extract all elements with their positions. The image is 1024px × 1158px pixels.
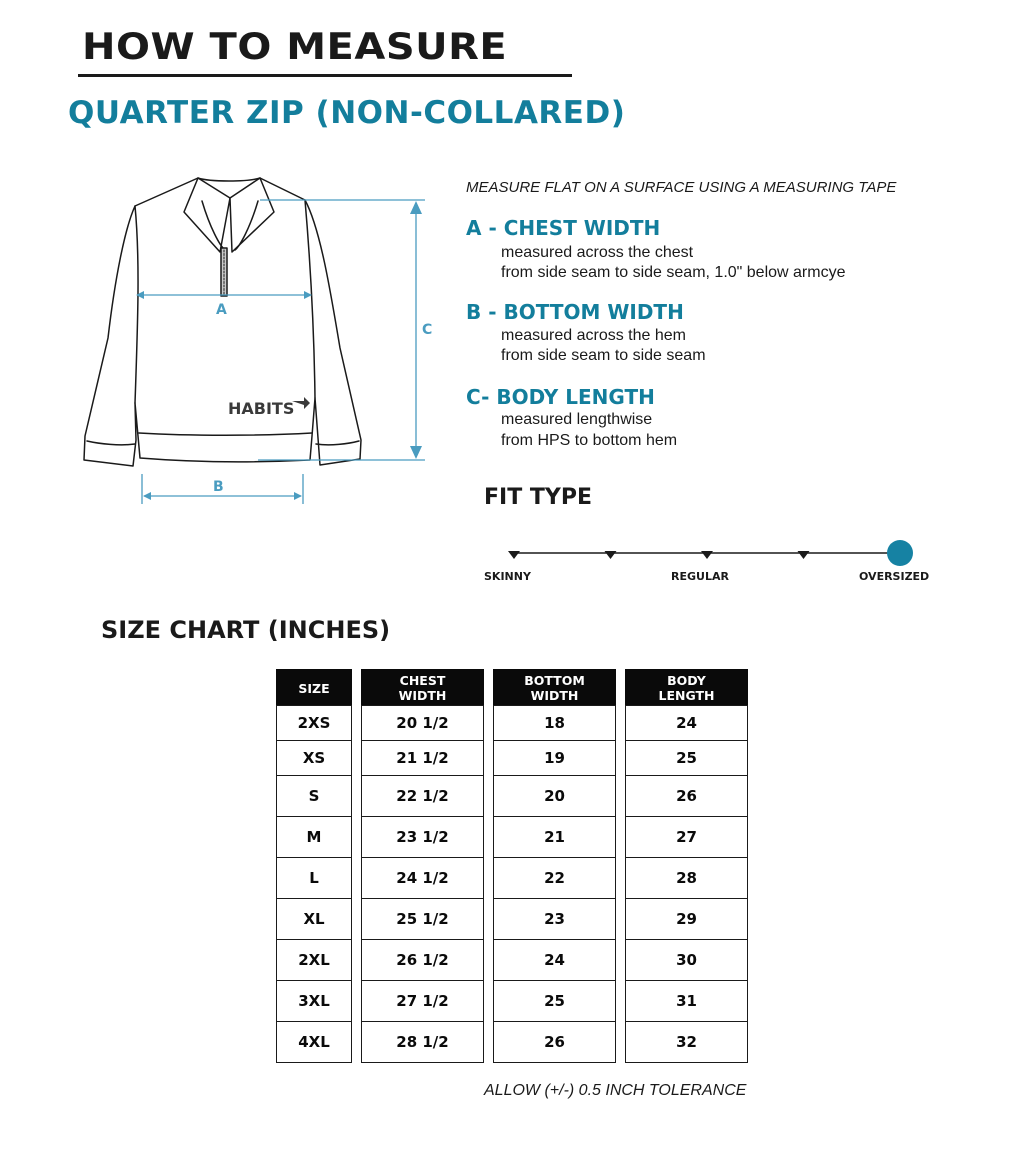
measure-instruction: MEASURE FLAT ON A SURFACE USING A MEASURING TAPE — [466, 179, 897, 196]
garment-diagram — [70, 168, 440, 518]
length-header-line1: BODY — [667, 673, 706, 688]
fit-tick-marker — [798, 551, 810, 559]
table-cell: M — [276, 817, 352, 858]
chest-header-line1: CHEST — [399, 673, 446, 688]
page-subtitle: QUARTER ZIP (NON-COLLARED) — [68, 95, 626, 131]
table-cell: 28 — [625, 858, 748, 899]
body-length-desc-2: from HPS to bottom hem — [501, 432, 678, 449]
table-cell: 24 — [493, 940, 616, 981]
table-cell: 24 1/2 — [361, 858, 484, 899]
fit-type-title: FIT TYPE — [484, 485, 592, 510]
chest-width-heading: A - CHEST WIDTH — [466, 216, 661, 240]
measure-c-arrow — [258, 200, 425, 460]
chest-header-line2: WIDTH — [398, 688, 447, 703]
fit-tick-marker — [508, 551, 520, 559]
table-cell: 2XL — [276, 940, 352, 981]
table-cell: 4XL — [276, 1022, 352, 1063]
title-underline — [78, 74, 572, 77]
table-cell: 32 — [625, 1022, 748, 1063]
body-length-header — [625, 669, 748, 705]
table-cell: L — [276, 858, 352, 899]
chest-width-desc-1: measured across the chest — [501, 244, 694, 261]
logo-arrow-icon — [292, 397, 310, 409]
tolerance-note: ALLOW (+/-) 0.5 INCH TOLERANCE — [484, 1082, 747, 1099]
table-cell: 30 — [625, 940, 748, 981]
bottom-header-line1: BOTTOM — [524, 673, 585, 688]
bottom-width-desc-1: measured across the hem — [501, 327, 686, 344]
table-cell: 23 1/2 — [361, 817, 484, 858]
body-length-heading: C- BODY LENGTH — [466, 385, 655, 409]
table-cell: 25 1/2 — [361, 899, 484, 940]
measure-b-label: B — [213, 479, 224, 495]
table-cell: 22 1/2 — [361, 776, 484, 817]
table-cell: S — [276, 776, 352, 817]
fit-selected-marker — [887, 540, 913, 566]
size-chart-title: SIZE CHART (INCHES) — [101, 616, 391, 644]
table-cell: 21 1/2 — [361, 741, 484, 776]
table-cell: 24 — [625, 705, 748, 741]
bottom-header-line2: WIDTH — [530, 688, 579, 703]
table-cell: XL — [276, 899, 352, 940]
body-length-column — [625, 669, 748, 1063]
table-cell: 2XS — [276, 705, 352, 741]
table-cell: 20 — [493, 776, 616, 817]
table-cell: 27 1/2 — [361, 981, 484, 1022]
measure-a-label: A — [216, 302, 227, 318]
size-header: SIZE — [276, 669, 352, 705]
measure-c-label: C — [422, 322, 433, 338]
chest-width-column — [361, 669, 484, 1063]
table-cell: 21 — [493, 817, 616, 858]
table-cell: 19 — [493, 741, 616, 776]
table-cell: 26 — [493, 1022, 616, 1063]
table-cell: 26 — [625, 776, 748, 817]
bottom-width-column — [493, 669, 616, 1063]
table-cell: 25 — [493, 981, 616, 1022]
bottom-width-desc-2: from side seam to side seam — [501, 347, 706, 364]
length-header-line2: LENGTH — [658, 688, 715, 703]
table-cell: 22 — [493, 858, 616, 899]
fit-tick-marker — [701, 551, 713, 559]
fit-label-regular: REGULAR — [671, 570, 729, 583]
table-cell: XS — [276, 741, 352, 776]
habits-logo: HABITS — [228, 399, 295, 418]
fit-tick-marker — [605, 551, 617, 559]
table-cell: 27 — [625, 817, 748, 858]
page-title: HOW TO MEASURE — [82, 26, 508, 69]
chest-width-header — [361, 669, 484, 705]
table-cell: 31 — [625, 981, 748, 1022]
bottom-width-header — [493, 669, 616, 705]
table-cell: 20 1/2 — [361, 705, 484, 741]
table-cell: 18 — [493, 705, 616, 741]
table-cell: 29 — [625, 899, 748, 940]
table-cell: 26 1/2 — [361, 940, 484, 981]
chest-width-desc-2: from side seam to side seam, 1.0" below armcye — [501, 264, 846, 281]
size-column — [276, 669, 352, 1063]
table-cell: 25 — [625, 741, 748, 776]
table-cell: 28 1/2 — [361, 1022, 484, 1063]
fit-label-oversized: OVERSIZED — [859, 570, 930, 583]
fit-label-skinny: SKINNY — [484, 570, 531, 583]
quarter-zip-outline — [84, 178, 361, 466]
fit-type-scale — [478, 532, 958, 592]
table-cell: 23 — [493, 899, 616, 940]
table-cell: 3XL — [276, 981, 352, 1022]
body-length-desc-1: measured lengthwise — [501, 411, 653, 428]
bottom-width-heading: B - BOTTOM WIDTH — [466, 300, 684, 324]
